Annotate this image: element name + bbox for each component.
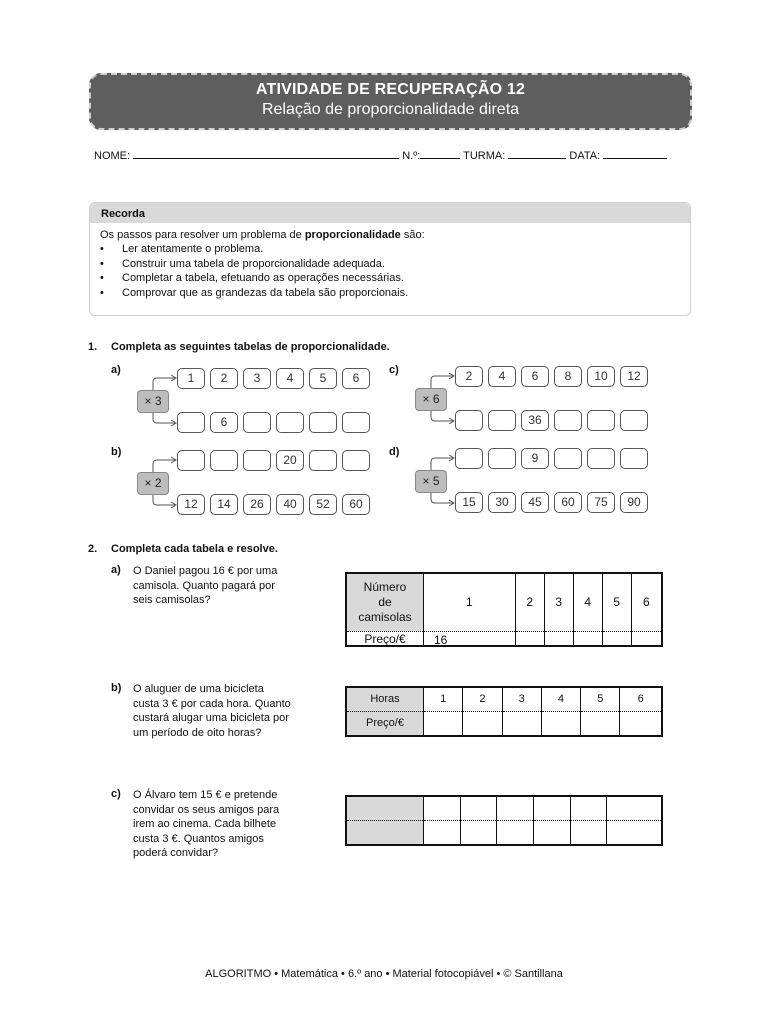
value-box: 52	[309, 494, 337, 515]
text-line: custa 3 €. Quantos amigos	[133, 832, 264, 845]
recorda-intro	[100, 229, 690, 241]
q2a-label: a)	[111, 564, 121, 576]
text-line: O Álvaro tem 15 € e pretende	[133, 789, 278, 801]
numero-field[interactable]	[420, 148, 460, 159]
q1d-label: d)	[389, 446, 400, 458]
q1b-label: b)	[111, 446, 122, 458]
text-line: convidar os seus amigos para	[133, 803, 280, 816]
table-cell: 5	[581, 687, 620, 711]
q2c-text	[133, 788, 279, 861]
value-box: 10	[587, 366, 615, 387]
row-label-preco: Preço/€	[346, 711, 424, 736]
nome-label: NOME:	[94, 150, 131, 162]
data-label: DATA:	[569, 150, 601, 162]
cell-value: 16	[434, 632, 448, 645]
table-cell[interactable]	[607, 820, 662, 845]
list-item: • Construir uma tabela de proporcionalidade adequada.	[122, 257, 690, 272]
table-cell: 1	[424, 687, 463, 711]
diagram	[415, 448, 655, 512]
table-cell[interactable]	[424, 631, 516, 646]
text-line: custa 3 € por cada hora. Quanto	[133, 697, 291, 710]
q1c-label: c)	[389, 364, 399, 376]
answer-box[interactable]	[342, 450, 370, 471]
value-box: 14	[210, 494, 238, 515]
table-cell[interactable]	[541, 711, 580, 736]
value-box: 90	[620, 492, 648, 513]
value-box: 20	[276, 450, 304, 471]
recorda-heading: Recorda	[90, 203, 690, 223]
value-box: 30	[488, 492, 516, 513]
table-cell[interactable]	[424, 796, 461, 820]
table-cell: 3	[544, 573, 573, 631]
value-box: 6	[342, 368, 370, 389]
table-cell[interactable]	[463, 711, 502, 736]
answer-box[interactable]	[554, 448, 582, 469]
value-box: 15	[455, 492, 483, 513]
text-line: custará alugar uma bicicleta por	[133, 712, 289, 724]
table-row	[346, 631, 662, 646]
text-line: seis camisolas?	[133, 594, 211, 606]
value-box: 6	[210, 412, 238, 433]
text-line: irem ao cinema. Cada bilhete	[133, 818, 277, 830]
list-item: • Comprovar que as grandezas da tabela são proporcionais.	[122, 286, 690, 301]
row-label-horas: Horas	[346, 687, 424, 711]
multiplier-box: × 3	[137, 390, 169, 413]
table-2b	[345, 686, 663, 737]
value-box: 6	[521, 366, 549, 387]
value-box: 75	[587, 492, 615, 513]
table-cell[interactable]	[631, 631, 662, 646]
table-cell: 4	[573, 573, 602, 631]
intro-text: Os passos para resolver um problema de	[100, 229, 305, 241]
label-text: Preço/€	[364, 631, 406, 645]
table-cell: 2	[463, 687, 502, 711]
intro-end: são:	[400, 229, 425, 241]
table-cell: 1	[424, 573, 516, 631]
q2b-text	[133, 682, 291, 740]
text-line: camisola. Quanto pagará por	[133, 579, 275, 592]
table-row	[346, 820, 662, 845]
table-cell: 6	[631, 573, 662, 631]
table-cell[interactable]	[581, 711, 620, 736]
answer-box[interactable]	[342, 412, 370, 433]
row-label-blank[interactable]	[346, 796, 424, 820]
row-label-blank[interactable]	[346, 820, 424, 845]
recorda-box	[89, 202, 691, 316]
text-line: O Daniel pagou 16 € por uma	[133, 565, 278, 577]
table-cell[interactable]	[602, 631, 631, 646]
answer-box[interactable]	[210, 450, 238, 471]
steps-list	[90, 242, 690, 300]
table-cell[interactable]	[497, 796, 534, 820]
value-box: 12	[177, 494, 205, 515]
q2a-text	[133, 564, 277, 608]
table-cell[interactable]	[460, 820, 497, 845]
table-cell[interactable]	[534, 820, 571, 845]
value-box: 1	[177, 368, 205, 389]
table-cell: 4	[541, 687, 580, 711]
turma-label: TURMA:	[463, 150, 506, 162]
q2-text: Completa cada tabela e resolve.	[111, 543, 278, 555]
footer: ALGORITMO • Matemática • 6.º ano • Material fotocopiável • © Santillana	[205, 968, 563, 980]
answer-box[interactable]	[620, 448, 648, 469]
table-cell[interactable]	[424, 711, 463, 736]
q2b-label: b)	[111, 682, 122, 694]
value-box: 60	[554, 492, 582, 513]
table-cell[interactable]	[570, 820, 607, 845]
table-cell[interactable]	[570, 796, 607, 820]
answer-box[interactable]	[488, 448, 516, 469]
value-box: 2	[455, 366, 483, 387]
table-row	[346, 796, 662, 820]
multiplier-box: × 6	[415, 388, 447, 411]
text-line: O aluguer de uma bicicleta	[133, 683, 264, 695]
value-box: 60	[342, 494, 370, 515]
table-row	[346, 573, 662, 631]
table-row	[346, 711, 662, 736]
page-subtitle: Relação de proporcionalidade direta	[261, 101, 520, 118]
table-cell[interactable]	[544, 631, 573, 646]
text-line: poderá convidar?	[133, 847, 219, 859]
text-line: um período de oito horas?	[133, 726, 262, 739]
value-box: 36	[521, 410, 549, 431]
diagram	[415, 366, 655, 430]
page-title: ATIVIDADE DE RECUPERAÇÃO 12	[255, 81, 526, 98]
value-box: 8	[554, 366, 582, 387]
answer-box[interactable]	[554, 410, 582, 431]
value-box: 26	[243, 494, 271, 515]
value-box: 2	[210, 368, 238, 389]
table-cell[interactable]	[620, 711, 662, 736]
multiplier-box: × 2	[137, 472, 169, 495]
answer-box[interactable]	[276, 412, 304, 433]
numero-label: N.º:	[402, 150, 421, 162]
data-field[interactable]	[603, 148, 667, 159]
answer-box[interactable]	[455, 448, 483, 469]
answer-box[interactable]	[587, 448, 615, 469]
answer-box[interactable]	[309, 412, 337, 433]
q2-number: 2.	[88, 543, 98, 555]
answer-box[interactable]	[309, 450, 337, 471]
row-label-preco	[346, 631, 424, 646]
q1a-label: a)	[111, 364, 121, 376]
table-cell[interactable]	[502, 711, 541, 736]
table-cell[interactable]	[607, 796, 662, 820]
nome-field[interactable]	[133, 148, 399, 159]
value-box: 3	[243, 368, 271, 389]
diagram	[137, 450, 377, 514]
value-box: 12	[620, 366, 648, 387]
table-cell: 5	[602, 573, 631, 631]
q2c-label: c)	[111, 788, 121, 800]
q1-number: 1.	[88, 341, 98, 353]
intro-bold: proporcionalidade	[304, 229, 401, 241]
list-item: • Completar a tabela, efetuando as operações necessárias.	[122, 271, 690, 286]
table-cell[interactable]	[424, 820, 461, 845]
table-cell: 6	[620, 687, 662, 711]
turma-field[interactable]	[508, 148, 566, 159]
value-box: 40	[276, 494, 304, 515]
q1-text: Completa as seguintes tabelas de proporcionalidade.	[111, 341, 390, 353]
answer-box[interactable]	[243, 412, 271, 433]
value-box: 5	[309, 368, 337, 389]
table-cell: 2	[515, 573, 544, 631]
list-item: • Ler atentamente o problema.	[122, 242, 690, 257]
value-box: 9	[521, 448, 549, 469]
label-line: de	[378, 594, 392, 609]
answer-box[interactable]	[177, 412, 205, 433]
answer-box[interactable]	[488, 410, 516, 431]
label-line: Número	[363, 579, 407, 594]
answer-box[interactable]	[243, 450, 271, 471]
student-fields	[94, 148, 667, 162]
table-row	[346, 687, 662, 711]
value-box: 4	[276, 368, 304, 389]
table-2c	[345, 795, 663, 846]
row-label-camisolas	[346, 573, 424, 631]
table-cell[interactable]	[515, 631, 544, 646]
answer-box[interactable]	[455, 410, 483, 431]
table-cell[interactable]	[573, 631, 602, 646]
multiplier-box: × 5	[415, 470, 447, 493]
table-cell: 3	[502, 687, 541, 711]
answer-box[interactable]	[620, 410, 648, 431]
answer-box[interactable]	[177, 450, 205, 471]
table-2a	[345, 572, 663, 647]
label-line: camisolas	[358, 609, 412, 624]
table-cell[interactable]	[534, 796, 571, 820]
value-box: 4	[488, 366, 516, 387]
title-banner	[89, 73, 692, 130]
table-cell[interactable]	[497, 820, 534, 845]
diagram	[137, 368, 377, 432]
answer-box[interactable]	[587, 410, 615, 431]
value-box: 45	[521, 492, 549, 513]
table-cell[interactable]	[460, 796, 497, 820]
